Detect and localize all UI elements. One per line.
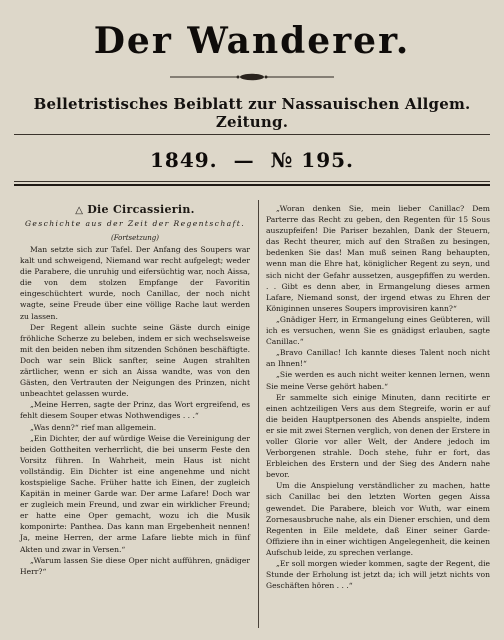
triangle-icon: △ [75, 205, 84, 216]
right-column [266, 203, 490, 591]
issue-number: № 195. [270, 148, 354, 172]
paragraph: „Woran denken Sie, mein lieber Canillac? Dem Parterre das Recht zu geben, den Regenten für 15 Sous auszupfeifen! Die Pariser bezahlen, Dank der Steuern, das Recht theurer, mich auf den Straßen zu besingen, bedenken Sie das! Man muß seinen Rang behaupten, wenn man die Ehre hat, königlicher Regent zu seyn, und sich nicht der Gefahr aussetzen, ausgepfiffen zu werden. . . Gibt es denn aber, in Ermangelung dieses armen Lafare, Niemand sonst, der irgend etwas zu Ehren der Königinnen unseres Soupers improvisiren kann?“ [266, 204, 490, 313]
paragraph: „Bravo Canillac! Ich kannte dieses Talent noch nicht an Ihnen!“ [266, 348, 490, 369]
paragraph: Man setzte sich zur Tafel. Der Anfang des Soupers war kalt und schweigend, Niemand war recht aufgelegt; weder die Parabere, die unruhig und eifersüchtig war, noch Aissa, die von dem stolzen Empfange der Favoritin eingeschüchtert wurde, noch Canillac, der noch nicht wagte, seine Freude über eine völlige Rache laut werden zu lassen. [20, 245, 250, 321]
article-subtitle: Geschichte aus der Zeit der Regentschaft. [24, 219, 246, 228]
paragraph: „Gnädiger Herr, in Ermangelung eines Geübteren, will ich es versuchen, wenn Sie es gnädigst erlauben, sagte Canillac.“ [266, 314, 490, 347]
continuation-note: (Fortsetzung) [110, 234, 160, 242]
paragraph: „Warum lassen Sie diese Oper nicht aufführen, gnädiger Herr?“ [20, 555, 250, 576]
column-divider [258, 200, 259, 628]
paragraph: „Was denn?“ rief man allgemein. [30, 422, 157, 432]
rule-top [14, 134, 490, 135]
article-title: △ Die Circassierin. [75, 203, 195, 216]
paragraph: Um die Anspielung verständlicher zu machen, hatte sich Canillac bei den letzten Worten gegen Aissa gewendet. Die Parabere, bleich vor Wuth, war einem Zornesausbruche nahe, als ein Diener erschien, und dem Regenten in Eile meldete, daß Einer seiner Garde-Offiziere ihn in einer wichtigen Angelegenheit, die keinen Aufschub leide, zu sprechen verlange. [266, 481, 490, 557]
masthead-ornament [170, 72, 334, 82]
masthead-title: Der Wanderer. [93, 20, 411, 62]
rule-bottom-thick [14, 184, 490, 186]
paragraph: „Ein Dichter, der auf würdige Weise die Vereinigung der beiden Gottheiten verherrlicht, die bei unserm Feste den Vorsitz führen. In Wahrheit, mein Haus ist nicht vollständig. Ein Dichter ist eine angenehme und nicht kostspielige Sache. Früher hatte ich Einen, der zugleich Kapitän in meiner Garde war. Der arme Lafare! Doch war er zugleich mein Freund, und zwar ein wirklicher Freund; er hatte eine Oper gemacht, wozu ich die Musik komponirte: Panthea. Das kann man Ergebenheit nennen! Ja, meine Herren, der arme Lafare liebte mich in fünf Akten und zwar in Versen.“ [20, 433, 250, 554]
left-column [20, 203, 250, 577]
paragraph: „Er soll morgen wieder kommen, sagte der Regent, die Stunde der Erholung ist jetzt da; ich will jetzt nichts von Geschäften hören . . .“ [266, 559, 490, 591]
issue-year: 1849. [150, 148, 218, 172]
paragraph: Der Regent allein suchte seine Gäste durch einige fröhliche Scherze zu beleben, indem er sich wechselsweise mit den beiden neben ihm sitzenden Schönen beschäftigte. Doch war sein Blick sanfter, seine Augen strahlten zärtlicher, wenn er sich an Aissa wandte, was von den Gästen, den Vertrauten der Neigungen des Prinzen, nicht unbeachtet gelassen wurde. [20, 322, 250, 399]
masthead-subtitle: Belletristisches Beiblatt zur Nassauischen Allgem. Zeitung. [33, 95, 471, 131]
paragraph: Er sammelte sich einige Minuten, dann recitirte er einen achtzeiligen Vers aus dem Stegreife, worin er auf die beiden Hauptpersonen des Abends anspielte, indem er sie mit zwei Sternen verglich, von denen der Erstere in voller Glorie vor aller Welt, der Andere jedoch im Verborgenen strahle. Doch stehe, fuhr er fort, das Erbleichen des Erstern und der Sieg des Andern nahe bevor. [266, 392, 490, 480]
rule-bottom-thin [14, 181, 490, 182]
paragraph: „Meine Herren, sagte der Prinz, das Wort ergreifend, es fehlt diesem Souper etwas Nothwendiges . . .“ [20, 400, 250, 421]
paragraph: „Sie werden es auch nicht weiter kennen lernen, wenn Sie meine Verse gehört haben.“ [266, 370, 490, 391]
issue-dash: — [233, 148, 255, 172]
issue-line [0, 148, 504, 172]
